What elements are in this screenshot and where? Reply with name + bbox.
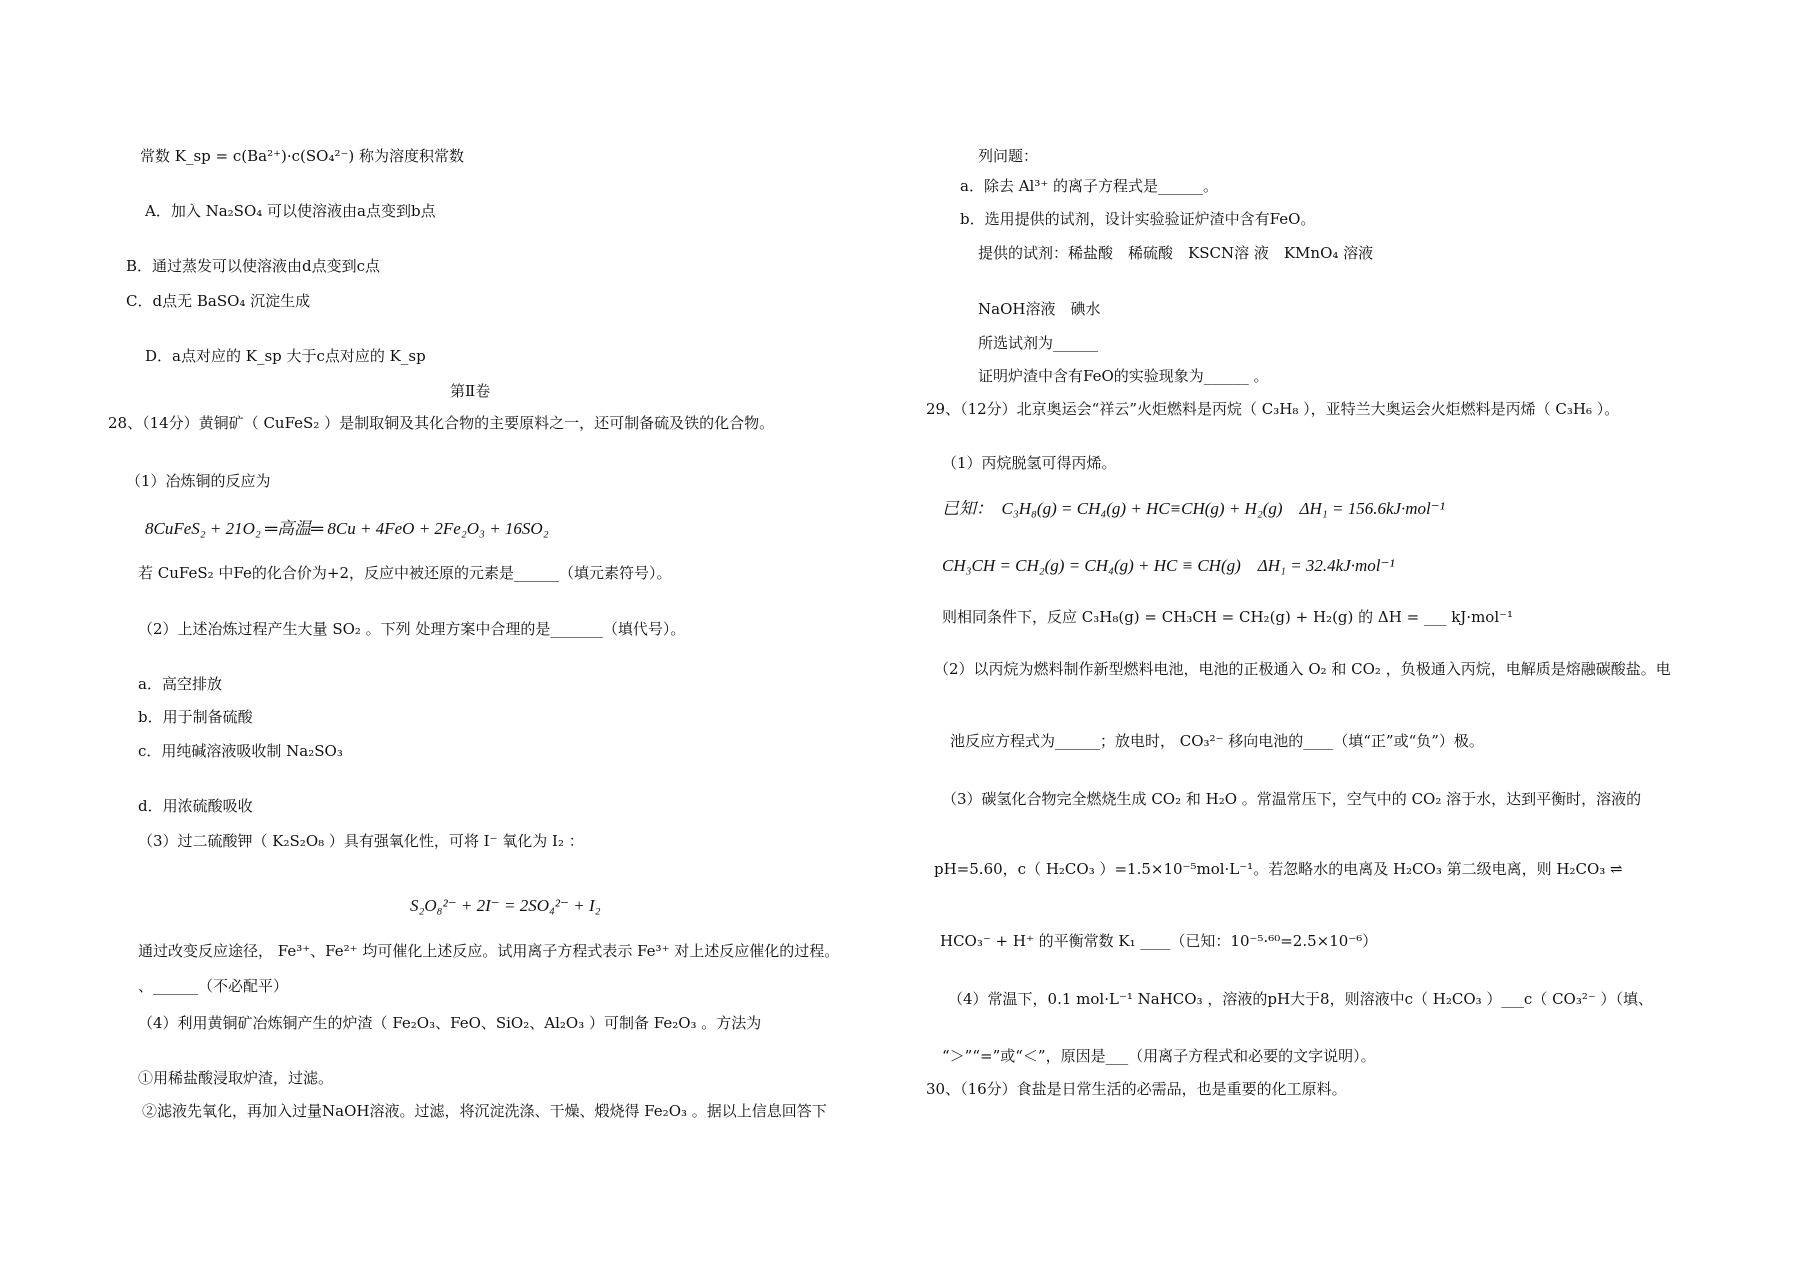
q28-part3: （3）过二硫酸钾（ K₂S₂O₈ ）具有强氧化性，可将 I⁻ 氧化为 I₂ ： xyxy=(138,832,584,850)
question-30: 30、（16分）食盐是日常生活的必需品，也是重要的化工原料。 xyxy=(926,1080,1347,1098)
option-a: A．加入 Na₂SO₄ 可以使溶液由a点变到b点 xyxy=(145,202,436,220)
q28-option-d: d．用浓硫酸吸收 xyxy=(138,797,253,815)
q28-sub-b: b．选用提供的试剂，设计实验验证炉渣中含有FeO。 xyxy=(960,210,1316,228)
q28-option-c: c．用纯碱溶液吸收制 Na₂SO₃ xyxy=(138,742,343,760)
q28-option-a: a．高空排放 xyxy=(138,675,222,693)
q29-equation-2: CH₃CH = CH₂(g) = CH₄(g) + HC ≡ CH(g) ΔH₁ = 32.4kJ·mol⁻¹ xyxy=(942,556,1395,575)
q29-part2-question: 池反应方程式为______；放电时， CO₃²⁻ 移向电池的____（填“正”或“负”）极。 xyxy=(950,732,1484,750)
section-title: 第Ⅱ卷 xyxy=(450,382,491,400)
q28-equation-2: S₂O₈²⁻ + 2I⁻ = 2SO₄²⁻ + I₂ xyxy=(410,896,601,915)
reagents-list-cont: NaOH溶液 碘水 xyxy=(978,300,1101,318)
q28-option-b: b．用于制备硫酸 xyxy=(138,708,253,726)
q29-part4: （4）常温下，0.1 mol·L⁻¹ NaHCO₃ ，溶液的pH大于8，则溶液中c（ H₂CO₃ ）___c（ CO₃²⁻ ）（填、 xyxy=(948,990,1654,1008)
q29-part3: （3）碳氢化合物完全燃烧生成 CO₂ 和 H₂O 。常温常压下，空气中的 CO₂ 溶于水，达到平衡时，溶液的 xyxy=(942,790,1642,808)
q28-step1: ①用稀盐酸浸取炉渣，过滤。 xyxy=(138,1069,334,1087)
q29-part4-question: “＞”“=”或“＜”，原因是___（用离子方程式和必要的文字说明）。 xyxy=(942,1047,1376,1065)
option-c: C．d点无 BaSO₄ 沉淀生成 xyxy=(126,292,311,310)
q29-part3-data: pH=5.60，c（ H₂CO₃ ）=1.5×10⁻⁵mol·L⁻¹。若忽略水的电离及 H₂CO₃ 第二级电离，则 H₂CO₃ ⇌ xyxy=(934,860,1623,878)
q28-part3-blank: 、______（不必配平） xyxy=(138,977,289,995)
q28-part2: （2）上述冶炼过程产生大量 SO₂ 。下列 处理方案中合理的是_______（填代号）。 xyxy=(138,620,686,638)
q29-part3-question: HCO₃⁻ + H⁺ 的平衡常数 K₁ ____（已知：10⁻⁵·⁶⁰=2.5×10⁻⁶） xyxy=(940,932,1378,950)
text-line: 列问题： xyxy=(978,147,1039,165)
q28-part1-question: 若 CuFeS₂ 中Fe的化合价为+2，反应中被还原的元素是______（填元素符号）。 xyxy=(138,564,672,582)
q28-part3-question: 通过改变反应途径， Fe³⁺、Fe²⁺ 均可催化上述反应。试用离子方程式表示 Fe³⁺ 对上述反应催化的过程。 xyxy=(138,942,840,960)
q29-part2: （2）以丙烷为燃料制作新型燃料电池，电池的正极通入 O₂ 和 CO₂ ，负极通入丙烷，电解质是熔融碳酸盐。电 xyxy=(934,660,1671,678)
selected-reagents: 所选试剂为______ xyxy=(978,334,1099,352)
question-28: 28、（14分）黄铜矿（ CuFeS₂ ）是制取铜及其化合物的主要原料之一，还可制备硫及铁的化合物。 xyxy=(108,414,775,432)
option-d: D．a点对应的 K_sp 大于c点对应的 K_sp xyxy=(145,347,426,365)
q28-part4: （4）利用黄铜矿冶炼铜产生的炉渣（ Fe₂O₃、FeO、SiO₂、Al₂O₃ ）可制备 Fe₂O₃ 。方法为 xyxy=(138,1014,762,1032)
q28-part1: （1）冶炼铜的反应为 xyxy=(126,472,271,490)
q29-part1-question: 则相同条件下，反应 C₃H₈(g) = CH₃CH = CH₂(g) + H₂(g) 的 ΔH = ___ kJ·mol⁻¹ xyxy=(942,608,1514,626)
q29-part1: （1）丙烷脱氢可得丙烯。 xyxy=(942,454,1117,472)
q29-equation-1: 已知： C₃H₈(g) = CH₄(g) + HC≡CH(g) + H₂(g) ΔH₁ = 156.6kJ·mol⁻¹ xyxy=(942,499,1445,518)
q28-step2: ②滤液先氧化，再加入过量NaOH溶液。过滤，将沉淀洗涤、干燥、煅烧得 Fe₂O₃ 。据以上信息回答下 xyxy=(142,1102,827,1120)
q28-equation-1: 8CuFeS₂ + 21O₂ ═高温═ 8Cu + 4FeO + 2Fe₂O₃ + 16SO₂ xyxy=(145,519,549,538)
option-b: B．通过蒸发可以使溶液由d点变到c点 xyxy=(126,257,381,275)
q28-sub-a: a．除去 Al³⁺ 的离子方程式是______。 xyxy=(960,177,1219,195)
question-29: 29、（12分）北京奥运会“祥云”火炬燃料是丙烷（ C₃H₈ ），亚特兰大奥运会火炬燃料是丙烯（ C₃H₆ ）。 xyxy=(926,400,1620,418)
observation-line: 证明炉渣中含有FeO的实验现象为______ 。 xyxy=(978,367,1269,385)
reagents-list: 提供的试剂：稀盐酸 稀硫酸 KSCN溶 液 KMnO₄ 溶液 xyxy=(978,244,1374,262)
text-line: 常数 K_sp = c(Ba²⁺)·c(SO₄²⁻) 称为溶度积常数 xyxy=(140,147,465,165)
